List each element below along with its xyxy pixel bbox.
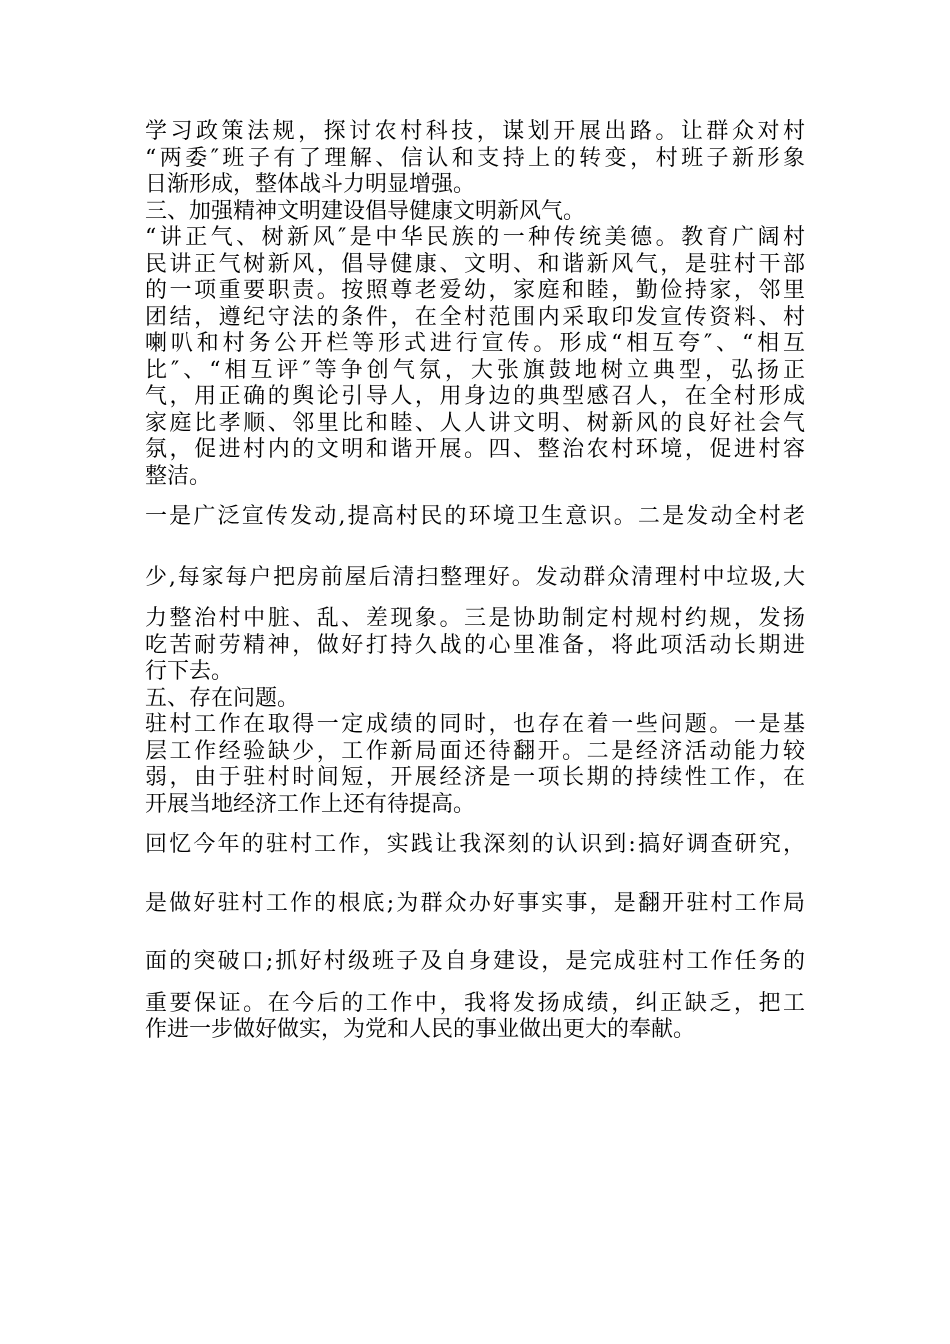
text-line: “两委″班子有了理解、信认和支持上的转变，村班子新形象 xyxy=(145,145,805,171)
text-line: 力整治村中脏、乱、差现象。三是协助制定村规村约规，发扬 xyxy=(145,606,805,631)
paragraph-block-1 xyxy=(145,119,805,490)
text-line: 面的突破口;抓好村级班子及自身建设，是完成驻村工作任务的 xyxy=(145,949,805,974)
text-line: 氛，促进村内的文明和谐开展。四、整治农村环境，促进村容 xyxy=(145,437,805,462)
text-line: 行下去。 xyxy=(145,659,234,684)
text-line: 日渐形成，整体战斗力明显增强。 xyxy=(145,172,476,197)
text-line: 作进一步做好做实，为党和人民的事业做出更大的奉献。 xyxy=(145,1017,696,1042)
paragraph-block-2 xyxy=(145,504,805,591)
section-heading-3: 三、加强精神文明建设倡导健康文明新风气。 xyxy=(145,198,586,224)
text-line: 少,每家每户把房前屋后清扫整理好。发动群众清理村中垃圾,大 xyxy=(145,564,805,590)
paragraph-block-5 xyxy=(145,991,805,1044)
document-body xyxy=(145,119,805,1044)
text-line: 喇叭和村务公开栏等形式进行宣传。形成“相互夸″、“相互 xyxy=(145,331,805,356)
text-line: 的一项重要职责。按照尊老爱幼，家庭和睦，勤俭持家，邻里 xyxy=(145,278,805,303)
text-line: 弱，由于驻村时间短，开展经济是一项长期的持续性工作，在 xyxy=(145,765,805,790)
text-line: 吃苦耐劳精神，做好打持久战的心里准备，将此项活动长期进 xyxy=(145,632,805,658)
text-line: 回忆今年的驻村工作，实践让我深刻的认识到:搞好调查研究， xyxy=(145,832,805,857)
paragraph-block-3 xyxy=(145,606,805,818)
text-line: 层工作经验缺少，工作新局面还待翻开。二是经济活动能力较 xyxy=(145,738,805,764)
text-line: 民讲正气树新风，倡导健康、文明、和谐新风气，是驻村干部 xyxy=(145,251,805,277)
paragraph-block-4 xyxy=(145,832,805,976)
text-line: 重要保证。在今后的工作中，我将发扬成绩，纠正缺乏，把工 xyxy=(145,990,805,1016)
text-line: 学习政策法规，探讨农村科技，谋划开展出路。让群众对村 xyxy=(145,119,805,144)
text-line: 驻村工作在取得一定成绩的同时，也存在着一些问题。一是基 xyxy=(145,712,805,737)
section-heading-5: 五、存在问题。 xyxy=(145,685,300,711)
text-line: 家庭比孝顺、邻里比和睦、人人讲文明、树新风的良好社会气 xyxy=(145,410,805,436)
text-line: 一是广泛宣传发动,提高村民的环境卫生意识。二是发动全村老 xyxy=(145,504,805,529)
text-line: “讲正气、树新风″是中华民族的一种传统美德。教育广阔村 xyxy=(145,225,805,250)
text-line: 团结，遵纪守法的条件，在全村范围内采取印发宣传资料、村 xyxy=(145,304,805,330)
text-line: 气，用正确的舆论引导人，用身边的典型感召人，在全村形成 xyxy=(145,384,805,409)
text-line: 比″、“相互评″等争创气氛，大张旗鼓地树立典型，弘扬正 xyxy=(145,357,805,383)
text-line: 开展当地经济工作上还有待提高。 xyxy=(145,791,476,817)
text-line: 是做好驻村工作的根底;为群众办好事实事，是翻开驻村工作局 xyxy=(145,890,805,916)
text-line: 整洁。 xyxy=(145,463,212,489)
